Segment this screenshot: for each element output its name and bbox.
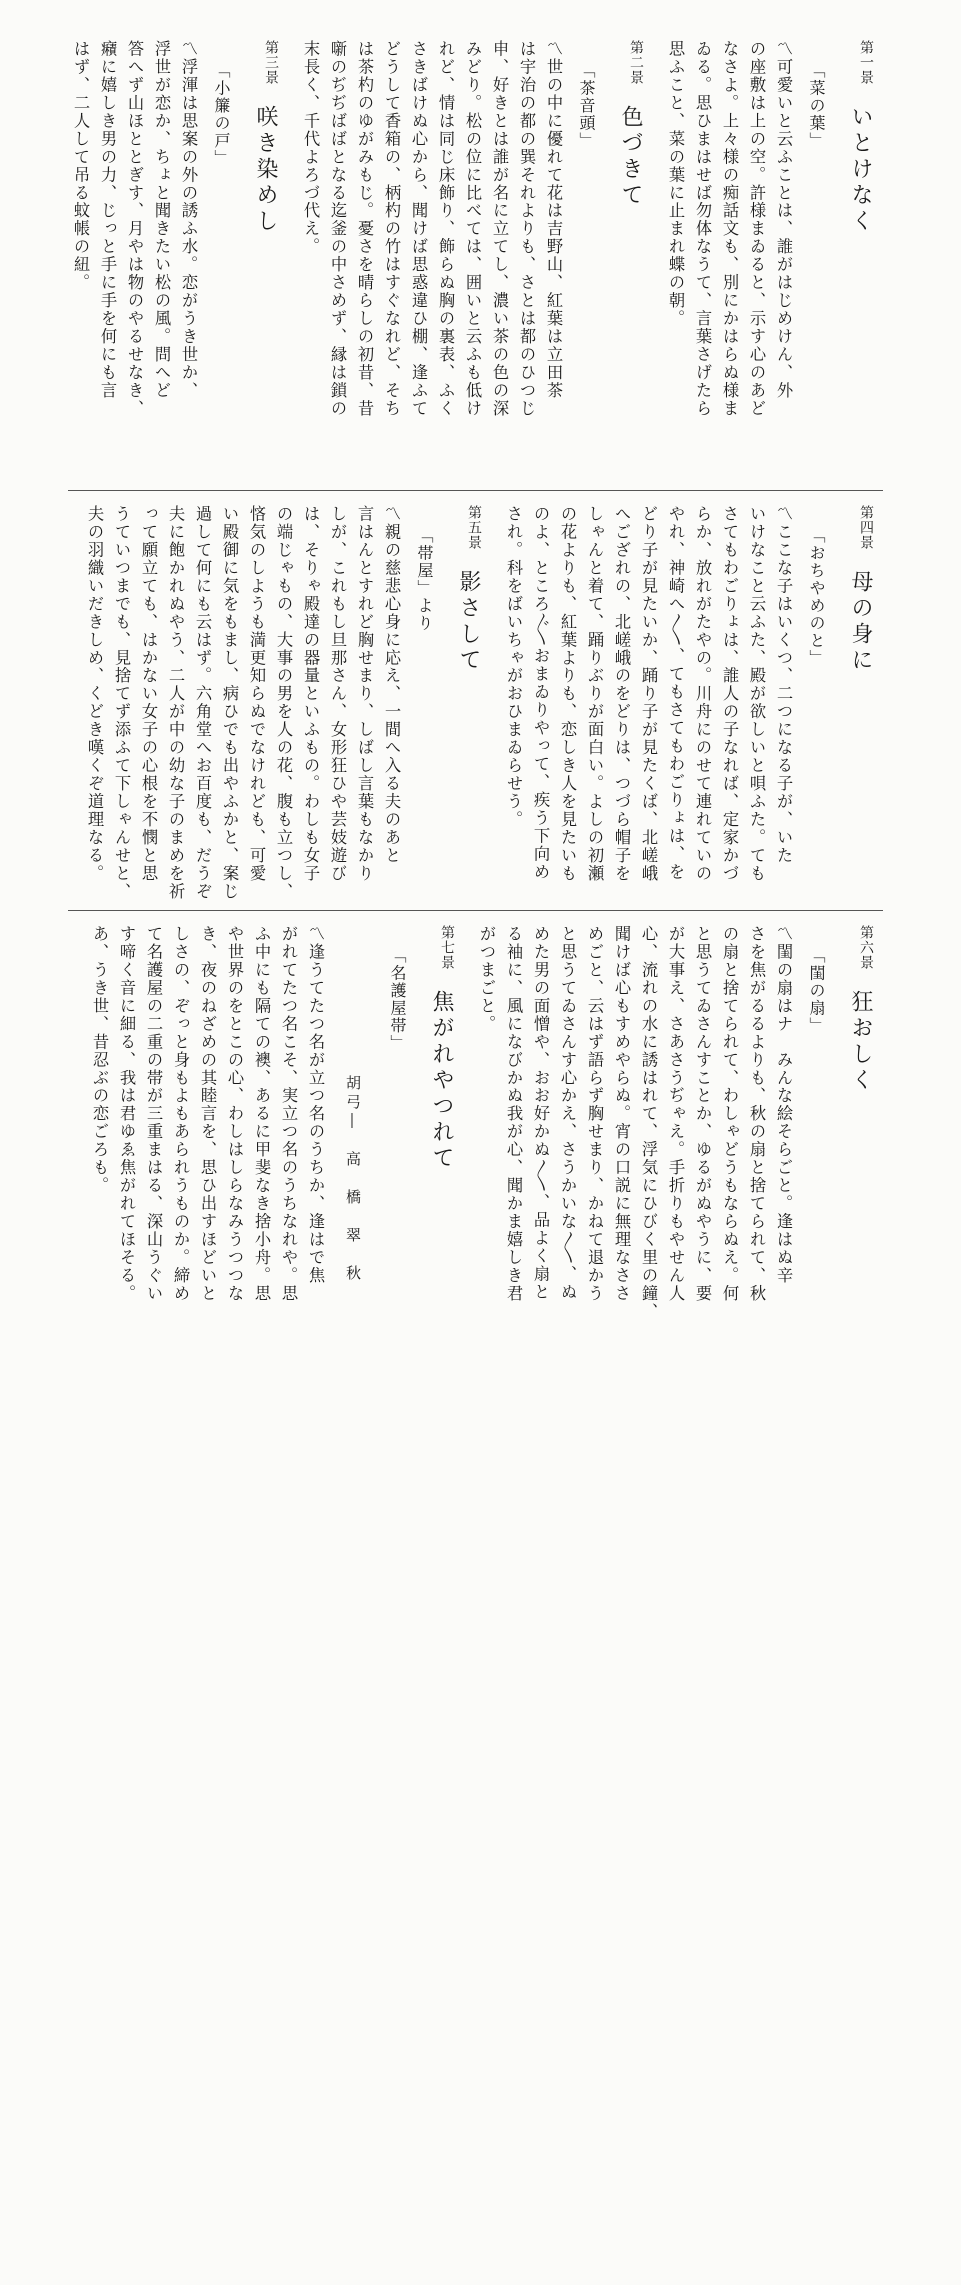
lyric-line: 癪に嬉しき男の力、じっと手に手を何にも言 [94, 40, 121, 1400]
lyric-line: めごと、云はず語らず胸せまり、かねて退かう [581, 925, 608, 2285]
scene-number: 第四景 [842, 505, 876, 550]
lyric-line: は茶杓のゆがみもじ。憂さを晴らしの初昔、昔 [351, 40, 378, 1400]
lyric-line: 思ふこと、菜の葉に止まれ蝶の朝。 [662, 40, 689, 1400]
scene-4 [500, 505, 882, 885]
song-title: 「帯屋」より [413, 505, 436, 907]
lyric-line: ゐる。思ひまはせば勿体なうて、言葉さげたら [689, 40, 716, 1400]
lyric-line: 答へず山ほととぎす、月やは物のやるせなき、 [121, 40, 148, 1400]
lyric-line: らか、放れがたやの。川舟にのせて連れていの [689, 505, 716, 1865]
lyric-line: や世界のをとこの心、わしはしらなみうつつな [221, 925, 248, 2285]
lyric-line: がれてたつ名こそ、実立つ名のうちなれや。思 [275, 925, 302, 2285]
performer-credit: 胡弓― 高 橋 翠 秋 [343, 925, 364, 1480]
lyric-line: る袖に、風になびかぬ我が心、聞かま嬉しき君 [500, 925, 527, 2285]
lyric-line: 心、流れの水に誘はれて、浮気にひびく里の鐘、 [635, 925, 662, 2285]
scene-6 [473, 925, 882, 1330]
lyric-line: はず、二人して吊る蚊帳の紐。 [67, 40, 94, 1400]
lyric-line: しが、これもし旦那さん、女形狂ひや芸妓遊び [324, 505, 351, 1865]
song-title: 「茶音頭」 [575, 40, 598, 502]
lyric-line: へござれの、北嵯峨のをどりは、つづら帽子を [608, 505, 635, 1865]
scene-7 [86, 925, 463, 1330]
scene-number: 第二景 [612, 40, 646, 85]
lyric-line: って願立ても、はかない女子の心根を不憫と思 [135, 505, 162, 1865]
lyric-line: のよ、ところ〴〵おまゐりやって、疾う下向め [527, 505, 554, 1865]
lyric-line: いけなこと云ふた、殿が欲しいと唄ふた。ても [743, 505, 770, 1865]
scene-number: 第七景 [423, 925, 457, 970]
scene-title: 影さして [450, 570, 484, 674]
lyric-line: どうして香箱の、柄杓の竹はすぐなれど、そち [378, 40, 405, 1400]
lyric-line: す啼く音に細る、我は君ゆゑ焦がれてほそる。 [113, 925, 140, 2285]
lyric-line: 言はんとすれど胸せまり、しばし言葉もなかり [351, 505, 378, 1865]
lyric-line: 噺のぢぢばばとなる迄釜の中さめず、縁は鎖の [324, 40, 351, 1400]
lyric-line: しゃんと着て、踊りぶりが面白い。よしの初瀬 [581, 505, 608, 1865]
scene-heading [247, 40, 281, 480]
scene-title: 母の身に [842, 570, 876, 674]
scene-heading [842, 925, 876, 1330]
song-title: 「小簾の戸」 [210, 40, 233, 502]
lyric-line: 〽ここな子はいくつ、二つになる子が、いた [770, 505, 797, 1865]
scene-2 [297, 40, 652, 480]
scene-title: 焦がれやつれて [423, 990, 457, 1172]
lyric-line: がつまごと。 [473, 925, 500, 2285]
scene-title: いとけなく [842, 105, 876, 235]
song-title: 「閨の扇」 [805, 925, 828, 1352]
song-title: 「菜の葉」 [805, 40, 828, 502]
lyric-line: と思うてゐさんすことか、ゆるがぬやうに、要 [689, 925, 716, 2285]
scene-title: 咲き染めし [247, 105, 281, 235]
lyrics-body [473, 925, 797, 2285]
lyric-line: ふ中にも隔ての襖、あるに甲斐なき捨小舟。思 [248, 925, 275, 2285]
lyric-line: の端じゃもの、大事の男を人の花、腹も立つし、 [270, 505, 297, 1865]
lyric-line: さを焦がるるよりも、秋の扇と捨てられて、秋 [743, 925, 770, 2285]
scene-3 [67, 40, 287, 480]
scene-title: 色づきて [612, 105, 646, 209]
lyric-line: 浮世が恋か、ちょと聞きたい松の風。問へど [148, 40, 175, 1400]
scene-title: 狂おしく [842, 990, 876, 1094]
lyric-line: さてもわごりょは、誰人の子なれば、定家かづ [716, 505, 743, 1865]
lyric-line: どり子が見たいか、踊り子が見たくば、北嵯峨 [635, 505, 662, 1865]
lyric-line: しさの、ぞっと身もよもあられうものか。締め [167, 925, 194, 2285]
scene-heading [450, 505, 484, 885]
lyric-line: 申、好きとは誰が名に立てし、濃い茶の色の深 [486, 40, 513, 1400]
scene-heading [842, 40, 876, 480]
lyric-line: 夫の羽織いだきしめ、くどき嘆くぞ道理なる。 [81, 505, 108, 1865]
lyric-line: 〽浮渾は思案の外の誘ふ水。恋がうき世か、 [175, 40, 202, 1400]
song-title: 「名護屋帯」 [386, 925, 409, 1352]
lyric-line: 聞けば心もすめやらぬ。宵の口説に無理なささ [608, 925, 635, 2285]
band-middle [40, 505, 882, 885]
scene-5 [81, 505, 490, 885]
lyric-line: い殿御に気をもまし、病ひでも出やふかと、案じ [216, 505, 243, 1865]
scene-number: 第三景 [247, 40, 281, 85]
song-title: 「おちやめのと」 [805, 505, 828, 907]
lyric-line: 悋気のしようも満更知らぬでなけれども、可愛 [243, 505, 270, 1865]
lyric-line: 末長く、千代よろづ代え。 [297, 40, 324, 1400]
lyric-line: うていつまでも、見捨てず添ふて下しゃんせと、 [108, 505, 135, 1865]
lyric-line: 〽閨の扇はナ みんな絵そらごと。逢はぬ辛 [770, 925, 797, 2285]
lyric-line: さきばけぬ心から、聞けば思惑違ひ棚、逢ふて [405, 40, 432, 1400]
lyric-line: なさよ。上々様の痴話文も、別にかはらぬ様ま [716, 40, 743, 1400]
section-divider [68, 490, 883, 491]
scene-heading [612, 40, 646, 480]
lyric-line: やれ、神崎へ〳〵、てもさてもわごりょは、を [662, 505, 689, 1865]
lyric-line: 〽世の中に優れて花は吉野山、紅葉は立田茶 [540, 40, 567, 1400]
lyric-line: 〽親の慈悲心身に応え、一間へ入る夫のあと [378, 505, 405, 1865]
lyric-line: 〽可愛いと云ふことは、誰がはじめけん、外 [770, 40, 797, 1400]
lyric-line: は、そりゃ殿達の器量といふもの。わしも女子 [297, 505, 324, 1865]
lyric-line: 〽逢うてたつ名が立つ名のうちか、逢はで焦 [302, 925, 329, 2285]
lyric-line: は宇治の都の巽それよりも、さとは都のひつじ [513, 40, 540, 1400]
scene-number: 第一景 [842, 40, 876, 85]
scene-1 [662, 40, 882, 480]
lyrics-body [86, 925, 329, 2285]
lyric-line: みどり。松の位に比べては、囲いと云ふも低け [459, 40, 486, 1400]
scene-number: 第五景 [450, 505, 484, 550]
lyric-line: れど、情は同じ床飾り、飾らぬ胸の裏表、ふく [432, 40, 459, 1400]
lyric-line: き、夜のねざめの其睦言を、思ひ出すほどいと [194, 925, 221, 2285]
lyric-line: が大事え、さあさうぢゃえ。手折りもやせん人 [662, 925, 689, 2285]
lyric-line: あ、うき世、昔忍ぶの恋ごろも。 [86, 925, 113, 2285]
band-top [40, 40, 882, 480]
lyric-line: 過して何にも云はず。六角堂へお百度も、だうぞ [189, 505, 216, 1865]
lyric-line: 夫に飽かれぬやう、二人が中の幼な子のまめを祈 [162, 505, 189, 1865]
lyric-line: めた男の面憎や、おお好かぬ〳〵、品よく扇と [527, 925, 554, 2285]
lyric-line: て名護屋の二重の帯が三重まはる、深山うぐい [140, 925, 167, 2285]
lyric-line: の花よりも、紅葉よりも、恋しき人を見たいも [554, 505, 581, 1865]
lyric-line: と思うてゐさんす心かえ、さうかいな〳〵、ぬ [554, 925, 581, 2285]
scene-number: 第六景 [842, 925, 876, 970]
lyric-line: の扇と捨てられて、わしゃどうもならぬえ。何 [716, 925, 743, 2285]
scene-heading [842, 505, 876, 885]
lyric-line: の座敷は上の空。許様まゐると、示す心のあど [743, 40, 770, 1400]
band-bottom [40, 925, 882, 1330]
section-divider [68, 910, 883, 911]
lyric-line: され。科をばいちゃがおひまゐらせう。 [500, 505, 527, 1865]
scene-heading [423, 925, 457, 1330]
